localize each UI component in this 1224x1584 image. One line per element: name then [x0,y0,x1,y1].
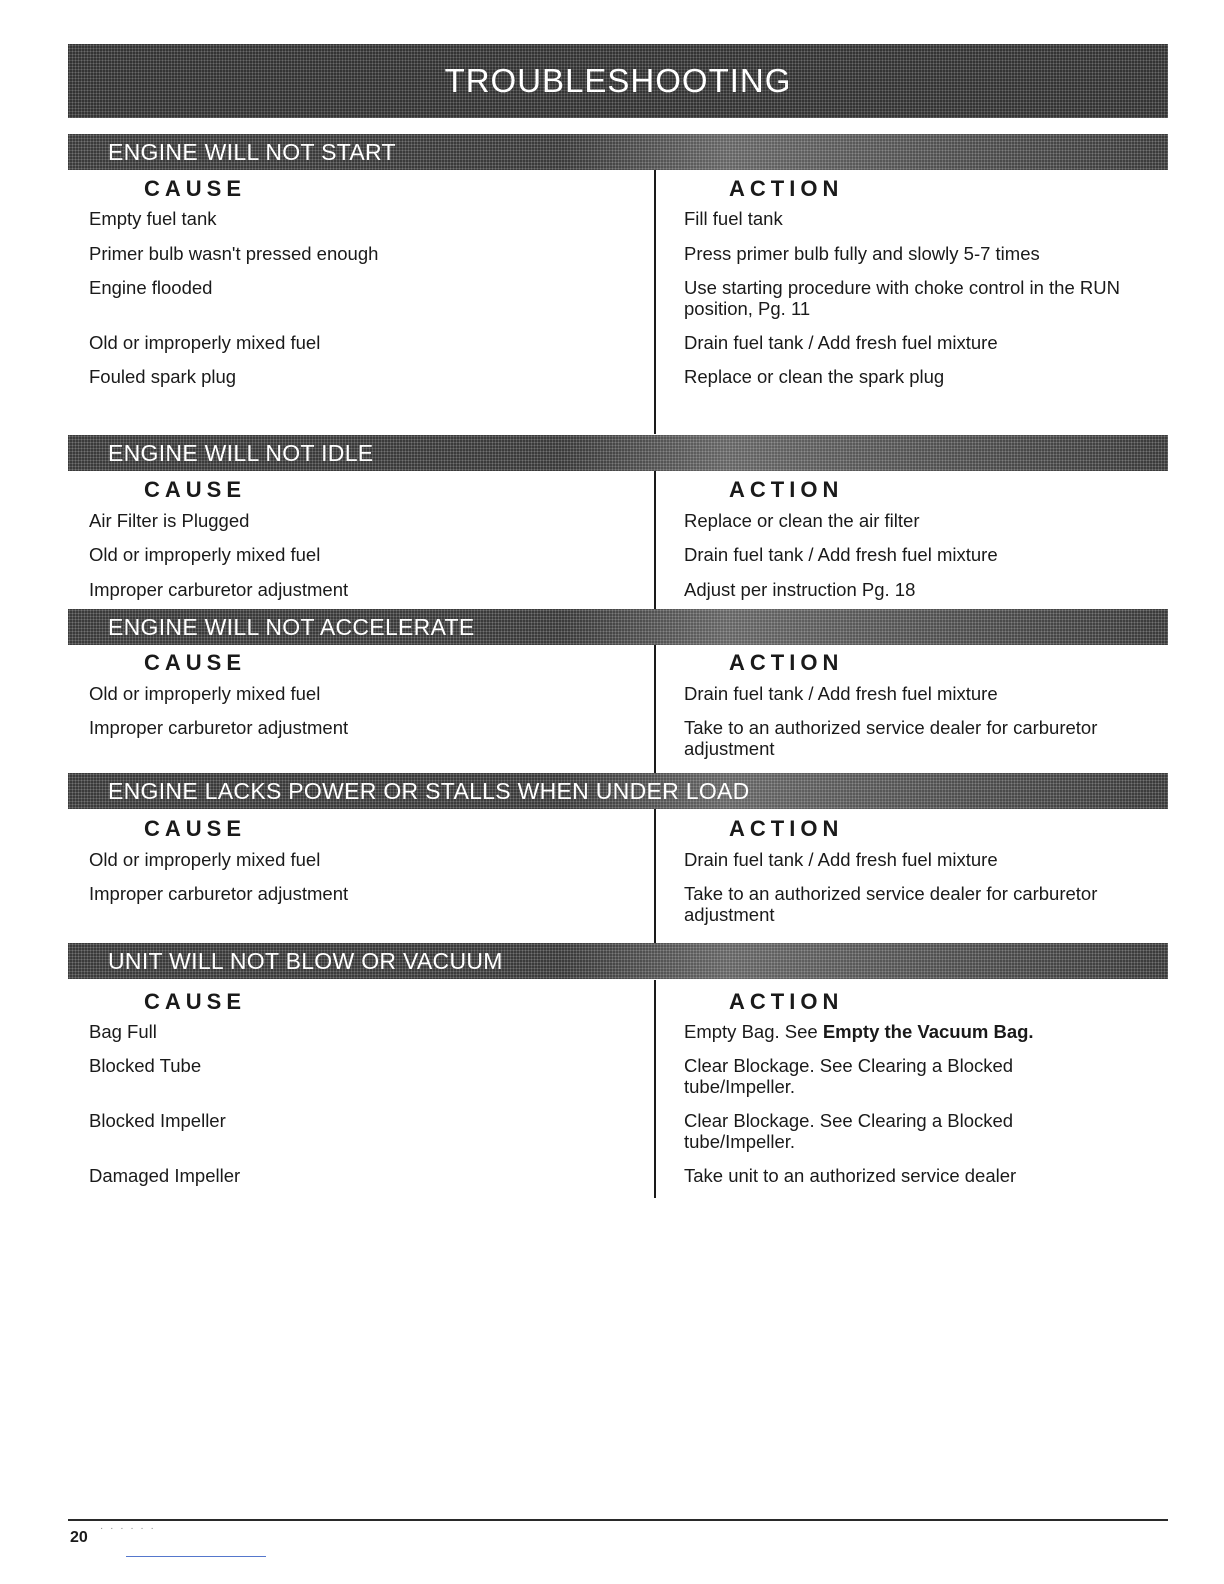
action-cell [684,1021,1144,1042]
action-cell: Drain fuel tank / Add fresh fuel mixture [684,544,998,565]
section-title: ENGINE LACKS POWER OR STALLS WHEN UNDER LOAD [108,777,750,804]
column-divider [654,809,656,943]
page-number: 20 [70,1529,88,1546]
action-cell: Clear Blockage. See Clearing a Blocked tube/Impeller. [684,1110,1014,1152]
action-cell: Drain fuel tank / Add fresh fuel mixture [684,332,998,353]
action-cell: Clear Blockage. See Clearing a Blocked tube/Impeller. [684,1055,1014,1097]
cause-heading: CAUSE [144,477,247,502]
action-cell: Adjust per instruction Pg. 18 [684,579,916,600]
action-cell: Press primer bulb fully and slowly 5-7 times [684,243,1040,264]
action-heading: ACTION [729,650,844,675]
cause-cell: Blocked Tube [89,1055,202,1076]
section-header-engine-lacks-power [68,773,1168,809]
cause-cell: Engine flooded [89,277,213,298]
cause-heading: CAUSE [144,989,247,1014]
cause-cell: Primer bulb wasn't pressed enough [89,243,379,264]
section-title: ENGINE WILL NOT IDLE [108,439,374,466]
cause-cell: Empty fuel tank [89,208,217,229]
action-heading: ACTION [729,477,844,502]
cause-cell: Old or improperly mixed fuel [89,332,321,353]
action-reference: Empty the Vacuum Bag. [822,1021,1034,1042]
cause-heading: CAUSE [144,816,247,841]
action-cell: Drain fuel tank / Add fresh fuel mixture [684,683,998,704]
cause-cell: Improper carburetor adjustment [89,717,349,738]
cause-heading: CAUSE [144,176,247,201]
section-title: ENGINE WILL NOT START [108,138,396,165]
footer-blue-rule [126,1556,266,1557]
cause-cell: Old or improperly mixed fuel [89,849,321,870]
action-cell: Take to an authorized service dealer for carburetor adjustment [684,717,1098,759]
cause-cell: Bag Full [89,1021,157,1042]
action-cell: Replace or clean the air filter [684,510,920,531]
cause-cell: Old or improperly mixed fuel [89,683,321,704]
section-header-engine-will-not-start [68,134,1168,170]
cause-cell: Fouled spark plug [89,366,237,387]
column-divider [654,645,656,773]
column-divider [654,170,656,434]
section-header-engine-will-not-idle [68,435,1168,471]
action-text: Empty Bag. See [684,1021,823,1042]
page-title-bar [68,44,1168,118]
cause-cell: Air Filter is Plugged [89,510,250,531]
section-title: UNIT WILL NOT BLOW OR VACUUM [108,947,503,974]
action-cell: Fill fuel tank [684,208,783,229]
cause-cell: Blocked Impeller [89,1110,226,1131]
footer-dots: · · · · · · [100,1523,156,1534]
action-cell: Take unit to an authorized service dealer [684,1165,1017,1186]
cause-cell: Damaged Impeller [89,1165,241,1186]
action-heading: ACTION [729,176,844,201]
column-divider [654,471,656,609]
section-header-unit-will-not-blow [68,943,1168,979]
section-header-engine-will-not-accelerate [68,609,1168,645]
cause-cell: Improper carburetor adjustment [89,883,349,904]
action-cell: Take to an authorized service dealer for carburetor adjustment [684,883,1098,925]
action-heading: ACTION [729,816,844,841]
action-cell: Replace or clean the spark plug [684,366,945,387]
action-cell: Drain fuel tank / Add fresh fuel mixture [684,849,998,870]
cause-cell: Improper carburetor adjustment [89,579,349,600]
footer-rule [68,1519,1168,1521]
section-title: ENGINE WILL NOT ACCELERATE [108,613,475,640]
cause-cell: Old or improperly mixed fuel [89,544,321,565]
page-title: TROUBLESHOOTING [444,62,792,99]
column-divider [654,980,656,1198]
cause-heading: CAUSE [144,650,247,675]
action-cell: Use starting procedure with choke control in the RUN position, Pg. 11 [684,277,1120,319]
action-heading: ACTION [729,989,844,1014]
